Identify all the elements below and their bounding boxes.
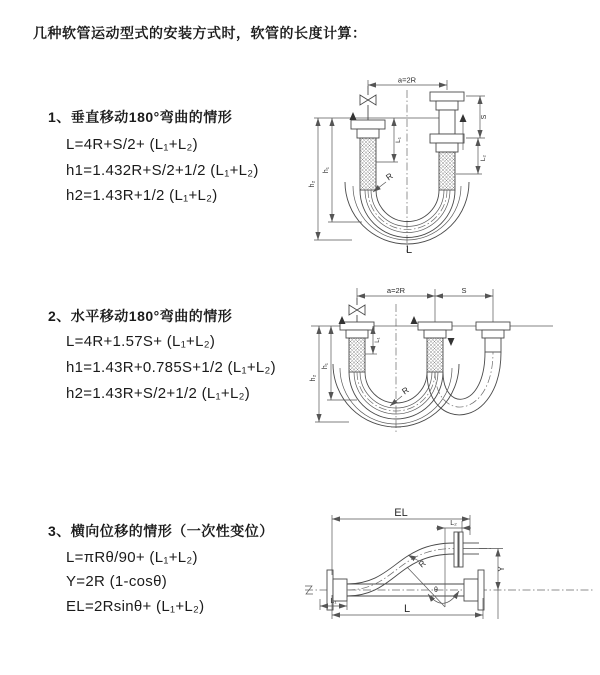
left-pipe-assembly (351, 120, 385, 190)
section-1-formula-L: L=4R+S/2+ (L₁+L₂) (66, 136, 198, 153)
dim-label-h2: h₂ (310, 374, 317, 382)
middle-pipe-assembly (418, 322, 452, 372)
dimension-a2r (357, 286, 493, 322)
section-2-formula-h2: h2=1.43R+S/2+1/2 (L₁+L₂) (66, 385, 251, 402)
dimension-el (332, 507, 470, 575)
valve-icon (349, 298, 365, 322)
dimension-s (435, 286, 493, 296)
page-title: 几种软管运动型式的安装方式时，软管的长度计算： (33, 25, 367, 41)
diagram-vertical-180-bend (310, 72, 600, 270)
braided-hose-section (349, 338, 365, 372)
section-3-formula-Y: Y=2R (1-cosθ) (66, 573, 168, 590)
section-2-heading: 2、水平移动180°弯曲的情形 (48, 308, 233, 324)
dimension-h1 (323, 118, 362, 222)
dim-label-h1: h₁ (323, 166, 330, 174)
dim-label-l1: L₁ (330, 598, 337, 605)
dim-label-a2r: a=2R (386, 286, 406, 295)
section-1-heading: 1、垂直移动180°弯曲的情形 (48, 109, 233, 125)
dimension-s (466, 96, 488, 138)
dim-label-y: Y (497, 566, 506, 572)
dim-label-h2: h₂ (309, 180, 316, 188)
dim-label-l1: L₁ (395, 137, 402, 143)
center-line (314, 90, 445, 252)
dim-label-a2r: a=2R (397, 75, 417, 85)
braided-hose-section (427, 338, 443, 372)
right-pipe-assembly (430, 92, 464, 190)
angle-construction (407, 528, 459, 607)
radius-callout (408, 555, 428, 570)
section-3-formula-EL: EL=2Rsinθ+ (L₁+L₂) (66, 598, 205, 615)
valve-icon (360, 86, 376, 120)
dimension-l2 (436, 520, 471, 532)
diagram-lateral-displacement (295, 495, 600, 660)
dim-label-l1: L₁ (375, 337, 381, 343)
dim-label-theta: θ (434, 587, 438, 594)
section-3-heading: 3、横向位移的情形（一次性变位） (48, 523, 274, 539)
section-2-formula-L: L=4R+1.57S+ (L₁+L₂) (66, 333, 216, 350)
dim-label-l2: L₂ (480, 154, 487, 162)
dim-label-s: S (481, 114, 488, 120)
dimension-h2 (310, 326, 349, 422)
dim-label-l2: L₂ (450, 520, 457, 527)
dim-label-s: S (461, 286, 467, 295)
dim-label-l: L (405, 244, 413, 256)
dim-label-h1: h₁ (322, 362, 329, 370)
dim-label-r: R (416, 557, 428, 570)
dim-label-r: R (383, 170, 395, 183)
dim-label-el: EL (394, 507, 408, 519)
diagram-horizontal-180-bend (305, 282, 600, 472)
dim-label-r: R (399, 384, 411, 397)
braided-hose-section (439, 152, 455, 190)
left-pipe-assembly (340, 322, 374, 372)
section-3-formula-L: L=πRθ/90+ (L₁+L₂) (66, 549, 198, 566)
right-pipe-assembly (476, 322, 510, 352)
dim-label-l: L (403, 603, 411, 615)
section-1-formula-h2: h2=1.43R+1/2 (L₁+L₂) (66, 187, 218, 204)
dimension-a2r (368, 76, 447, 91)
braided-hose-section (360, 138, 376, 190)
section-1-formula-h1: h1=1.432R+S/2+1/2 (L₁+L₂) (66, 162, 259, 179)
section-2-formula-h1: h1=1.43R+0.785S+1/2 (L₁+L₂) (66, 359, 276, 376)
